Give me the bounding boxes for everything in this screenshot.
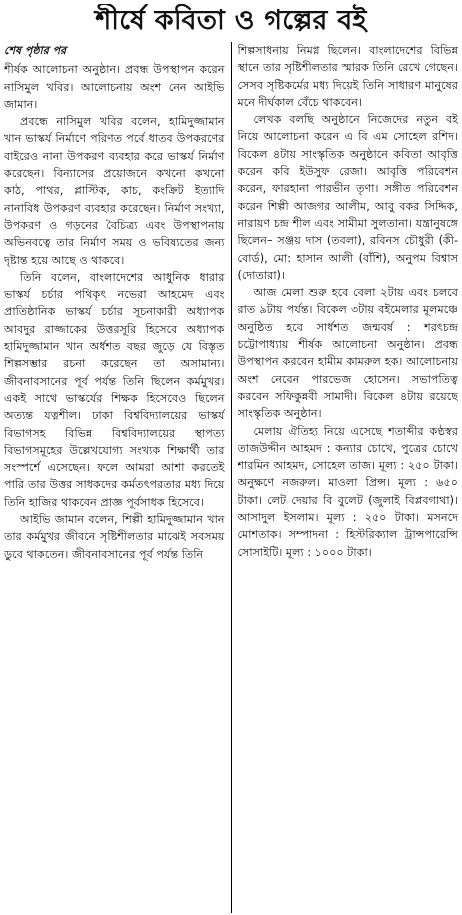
continued-from-label: শেষ পৃষ্ঠার পর — [4, 44, 67, 57]
paragraph: মেলায় ঐতিহ্য নিয়ে এসেছে শতাব্দীর কণ্ঠস্বর তাজউদ্দীন আহমদ : কন্যার চোখে, পুত্রের চোখে শারমিন আহমদ, সোহেল তাজ। মূল্য : ২৫০ টাকা। অনুক্ষণে নজরুল। মাওলা প্রিন্স। মূল্য : ৬৫০ টাকা। লেট দেয়ার বি বুলেট (জুলাই বিপ্লবগাথা)। আসাদুল ইসলাম। মূল্য : ২৫০ টাকা। মসনদে মোশতাক। সম্পাদনা : হিস্টরিক্যাল ট্রান্সপারেন্সি সোসাইটি। মূল্য : ১০০০ টাকা। — [237, 424, 458, 559]
left-column — [4, 42, 225, 913]
column-divider — [231, 42, 232, 913]
paragraph: শিল্পসাধনায় নিমগ্ন ছিলেন। বাংলাদেশের বিভিন্ন স্থানে তার সৃষ্টিশীলতার স্মারক তিনি রেখে গেছেন। সেসব সৃষ্টিকর্মের মধ্য দিয়েই তিনি সাধারণ মানুষের মনে দীর্ঘকাল বেঁচে থাকবেন। — [237, 44, 458, 109]
right-column — [238, 42, 459, 913]
paragraph: আইভি জামান বলেন, শিল্পী হামিদুজ্জামান খান তার কর্মমুখর জীবনে সৃষ্টিশীলতার মাঝেই সবসময় ডুবে থাকতেন। জীবনাবসানের পূর্ব পর্যন্ত তিনি — [4, 513, 225, 561]
paragraph: আজ মেলা শুরু হবে বেলা ২টায় এবং চলবে রাত ৯টায় পর্যন্ত। বিকেল ৩টায় বইমেলার মূলমঞ্চে অনুষ্ঠিত হবে সার্ধশত জন্মবর্ষ : শরৎচন্দ্র চট্টোপাধ্যায় শীর্ষক আলোচনা অনুষ্ঠান। প্রবন্ধ উপস্থাপন করবেন হামীম কামরুল হক। আলোচনায় অংশ নেবেন পারভেজ হোসেন। সভাপতিত্ব করবেন সফিকুন্নবী সামাদী। বিকেল ৪টায় রয়েছে সাংস্কৃতিক অনুষ্ঠান। — [237, 286, 458, 421]
paragraph: তিনি বলেন, বাংলাদেশের আধুনিক ধারার ভাস্কর্য চর্চার পথিকৃৎ নভেরা আহমেদ এবং প্রাতিষ্ঠানিক ভাস্কর্য চর্চার সূচনাকারী অধ্যাপক আবদুর রাজ্জাকের উত্তরসূরি হিসেবে অধ্যাপক হামিদুজ্জামান খান অর্ধশত বছর জুড়ে যে বিস্তৃত শিল্পসম্ভার রচনা করেছেন তা অসামান্য। জীবনাবসানের পূর্ব পর্যন্ত তিনি ছিলেন কর্মমুখর। একই সাথে ভাস্কর্যের শিক্ষক হিসেবেও ছিলেন অত্যন্ত যত্নশীল। ঢাকা বিশ্ববিদ্যালয়ের ভাস্কর্য বিভাগসহ বিভিন্ন বিশ্ববিদ্যালয়ের স্থাপত্য বিভাগসমূহের উল্লেখযোগ্য সংখ্যক শিক্ষার্থী তার সংস্পর্শে এসেছেন। ফলে আমরা আশা করতেই পারি তার উত্তর সাধকদের কর্মতৎপরতার মধ্য দিয়ে তিনি হাজির থাকবেন প্রাজ্ঞ পূর্বসাধক হিসেবে। — [4, 270, 225, 509]
paragraph: শীর্ষক আলোচনা অনুষ্ঠান। প্রবন্ধ উপস্থাপন করেন নাসিমুল খবির। আলোচনায় অংশ নেন আইভি জামান। — [4, 63, 225, 111]
paragraph: প্রবন্ধে নাসিমুল খবির বলেন, হামিদুজ্জামান খান ভাস্কর্য নির্মাণে পরিণত পর্বে ধাতব উপকরণের বাইরেও নানা উপকরণ ব্যবহার করে ভাস্কর্য নির্মাণ করেছেন। বিন্যাসের প্রয়োজনে কখনো কখনো কাঠ, পাথর, প্লাস্টিক, কাচ, কংক্রিট ইত্যাদি নানাবিধ উপকরণ ব্যবহার করেছেন। নির্মাণ সংখ্যা, উপকরণ ও গড়নের বৈচিত্র্য এবং উপস্থাপনায় অভিনবত্বে তার নির্মাণ সময় ও ভবিষ্যতের জন্য দৃষ্টান্ত হয়ে আছে ও থাকবে। — [4, 115, 225, 267]
paragraph: লেখক বলছি অনুষ্ঠানে নিজেদের নতুন বই নিয়ে আলোচনা করেন এ বি এম সোহেল রশিদ। বিকেল ৪টায় সাংস্কৃতিক অনুষ্ঠানে কবিতা আবৃত্তি করেন কবি ইউসুফ রেজা। আবৃত্তি পরিবেশন করেন, ফারহানা পারভীন তৃণা। সঙ্গীত পরিবেশন করেন শিল্পী আজগর আলীম, আবু বকর সিদ্দিক, নারায়ণ চন্দ্র শীল এবং সামীমা সুলতানা। যন্ত্রানুষঙ্গে ছিলেন– সঞ্জয় দাস (তবলা), রবিনস চৌধুরী (কী-বোর্ড), মো: হাসান আলী (বাঁশি), অনুপম বিশ্বাস (দোতারা)। — [237, 113, 458, 282]
article-body — [4, 42, 458, 913]
headline: শীর্ষে কবিতা ও গল্পের বই — [95, 5, 367, 36]
